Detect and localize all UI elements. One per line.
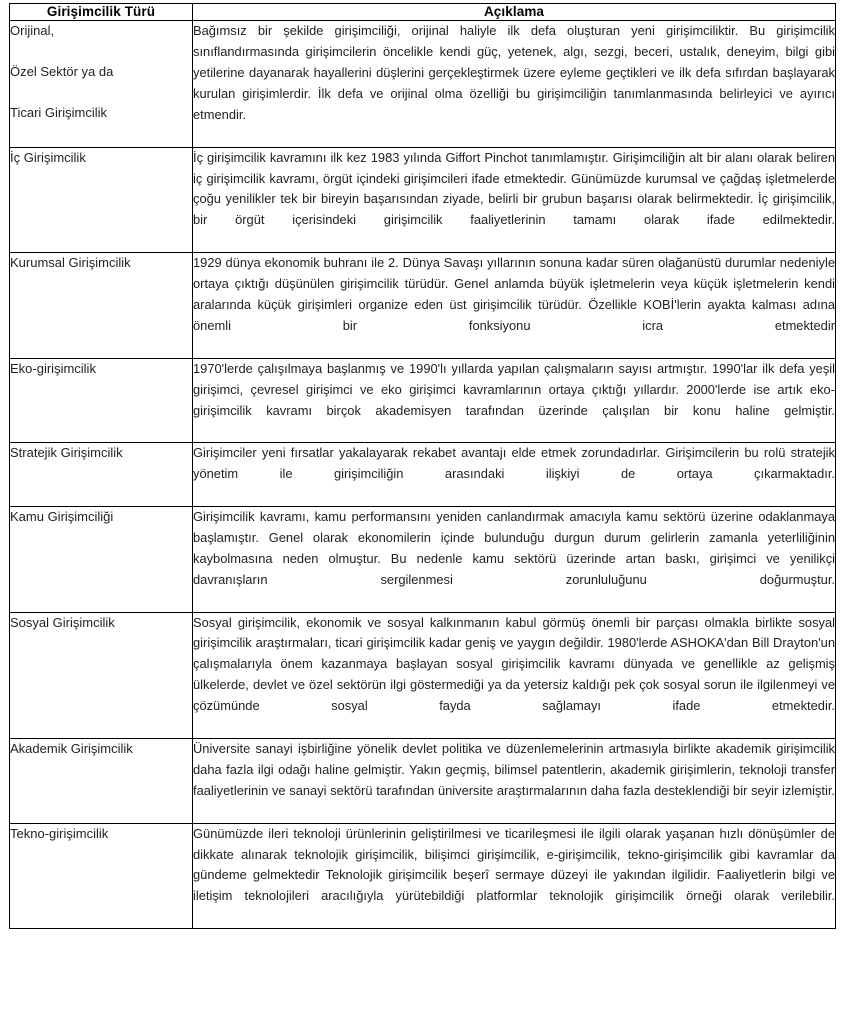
column-header-type: Girişimcilik Türü: [10, 4, 193, 21]
description-text: 1970'lerde çalışılmaya başlanmış ve 1990'lı yıllarda yapılan çalışmaların sayısı artmıştır. 1990'lar ilk defa yeşil girişimci, çevresel girişimci ve eko girişimci kavramlarının ortaya çıktığı yıllardır. 2000'lerde ise artık eko-girişimcilik kavramı birçok akademisyen tarafından üzerinde çalışılan bir konu haline gelmiştir.: [193, 360, 835, 418]
type-label-line: Stratejik Girişimcilik: [10, 445, 123, 461]
description-text: Bağımsız bir şekilde girişimciliği, orijinal haliyle ilk defa oluşturan yeni girişimciliktir. Bu girişimcilik sınıflandırmasında girişimcilerin öncelikle kendi güç, yetenek, algı, sezgi, beceri, ustalık, deneyim, bilgi gibi yetilerine dayanarak hayallerini düşlerini gerçekleştirmek üzere eyleme geçtikleri ve ilk defa sıfırdan başlayarak kurulan girişimlerdir. İlk defa ve orijinal olma özelliği bu girişimciliğin tanımlanmasında belirleyici ve ayırıcı etmendir.: [193, 23, 835, 122]
table-row: [10, 147, 836, 253]
table-row: [10, 507, 836, 613]
cell-description: [193, 823, 836, 929]
cell-description: [193, 21, 836, 147]
type-label-line: Kamu Girişimciliği: [10, 509, 114, 525]
table-body: [10, 21, 836, 929]
entrepreneurship-types-table: [9, 3, 836, 929]
table-row: [10, 739, 836, 824]
cell-type: [10, 443, 193, 507]
column-header-description: Açıklama: [193, 4, 836, 21]
table-row: [10, 443, 836, 507]
cell-type: [10, 253, 193, 359]
table-row: [10, 21, 836, 147]
description-text: Girişimciler yeni fırsatlar yakalayarak rekabet avantajı elde etmek zorundadırlar. Girişimcilerin bu rolü stratejik yönetim ile girişimciliğin arasındaki ilişkiyi de ortaya çıkarmaktadır.: [193, 445, 835, 482]
table-header-row: [10, 4, 836, 21]
cell-type: [10, 358, 193, 443]
type-label-line: Orijinal,: [10, 23, 55, 39]
description-text: İç girişimcilik kavramını ilk kez 1983 yılında Giffort Pinchot tanımlamıştır. Girişimciliğin alt bir alanı olarak beliren iç girişimcilik kavramı, örgüt içindeki girişimcileri ifade etmektedir. Günümüzde kurumsal ve çağdaş işletmelerde çoğu yenilikler tek bir bireyin başarısından ziyade, belirli bir grubun başarısı olarak belirmektedir. İç girişimcilik, bir örgüt içerisindeki girişimcilik faaliyetlerinin tamamı olarak ifade edilmektedir.: [193, 149, 835, 228]
cell-description: [193, 358, 836, 443]
description-text: 1929 dünya ekonomik buhranı ile 2. Dünya Savaşı yıllarının sonuna kadar süren olağanüstü durumlar nedeniyle ortaya çıktığı düşünülen girişimcilik türüdür. Genel anlamda büyük işletmelerin veya küçük işletmelerin kendi aralarında küçük girişimleri organize eden üst girişimcilik türüdür. Özellikle KOBİ'lerin ayakta kalması adına önemli bir fonksiyonu icra etmektedir: [193, 255, 835, 333]
cell-description: [193, 147, 836, 253]
cell-type: [10, 739, 193, 824]
description-text: Günümüzde ileri teknoloji ürünlerinin geliştirilmesi ve ticarileşmesi ile ilgili olarak yaşanan hızlı dönüşümler de dikkate alınarak teknolojik girişimcilik, bilişimci girişimcilik, e-girişimcilik, tekno-girişimcilik gibi kavramlar da gündeme gelmektedir Teknolojik girişimcilik beşerî sermaye düzeyi ile yakından ilgilidir. Faaliyetlerin bilgi ve iletişim teknolojileri aracılığıyla yürütebildiği platformlar teknolojik girişimcilik örneği olarak verilebilir.: [193, 825, 835, 904]
table-row: [10, 823, 836, 929]
type-label-line: Eko-girişimcilik: [10, 360, 96, 376]
cell-type: [10, 147, 193, 253]
description-text: Üniversite sanayi işbirliğine yönelik devlet politika ve düzenlemelerinin artmasıyla birlikte akademik girişimcilik daha fazla ilgi odağı haline gelmiştir. Yakın geçmiş, bilimsel patentlerin, akademik girişimlerin, teknoloji transfer faaliyetlerinin ve sanayi sektörü tarafından üniversite araştırmalarının daha fazla desteklendiği bir seyir izlemiştir.: [193, 741, 835, 798]
table-header: [10, 4, 836, 21]
type-label-line: Tekno-girişimcilik: [10, 825, 109, 841]
type-label-line: Özel Sektör ya da: [10, 64, 114, 80]
type-label-line: Akademik Girişimcilik: [10, 741, 133, 756]
cell-description: [193, 507, 836, 613]
cell-type: [10, 823, 193, 929]
cell-description: [193, 443, 836, 507]
cell-type: [10, 507, 193, 613]
type-label-line: Sosyal Girişimcilik: [10, 614, 115, 630]
table-row: [10, 253, 836, 359]
cell-description: [193, 253, 836, 359]
type-label-line: Kurumsal Girişimcilik: [10, 255, 131, 271]
table-row: [10, 358, 836, 443]
table-row: [10, 612, 836, 738]
description-text: Girişimcilik kavramı, kamu performansını yeniden canlandırmak amacıyla kamu sektörü üzerine odaklanmaya başlamıştır. Genel olarak ekonomilerin içinde bulunduğu durgun durum gelirlerin zamanla yeterliliğinin kaybolmasına neden olmuştur. Bu nedenle kamu sektörü üzerinde artan baskı, girişimci ve yenilikçi davranışların sergilenmesi zorunluluğunu doğurmuştur.: [193, 509, 835, 587]
cell-description: [193, 612, 836, 738]
cell-description: [193, 739, 836, 824]
cell-type: [10, 612, 193, 738]
cell-type: [10, 21, 193, 147]
description-text: Sosyal girişimcilik, ekonomik ve sosyal kalkınmanın kabul görmüş önemli bir parçası olmakla birlikte sosyal girişimcilik araştırmaları, ticari girişimcilik kadar geniş ve yaygın değildir. 1980'lerde ASHOKA'dan Bill Drayton'un çalışmalarıyla önem kazanmaya başlayan sosyal girişimcilik kavramı dünyada ve genellikle az gelişmiş ülkelerde, devlet ve özel sektörün ilgi göstermediği ya da yetersiz kaldığı pek çok sosyal sorun ile ilgilenmeyi ve çözümünde sosyal fayda sağlamayı ifade etmektedir.: [193, 614, 835, 714]
type-label-line: İç Girişimcilik: [10, 149, 86, 165]
type-label-line: Ticari Girişimcilik: [10, 105, 108, 121]
